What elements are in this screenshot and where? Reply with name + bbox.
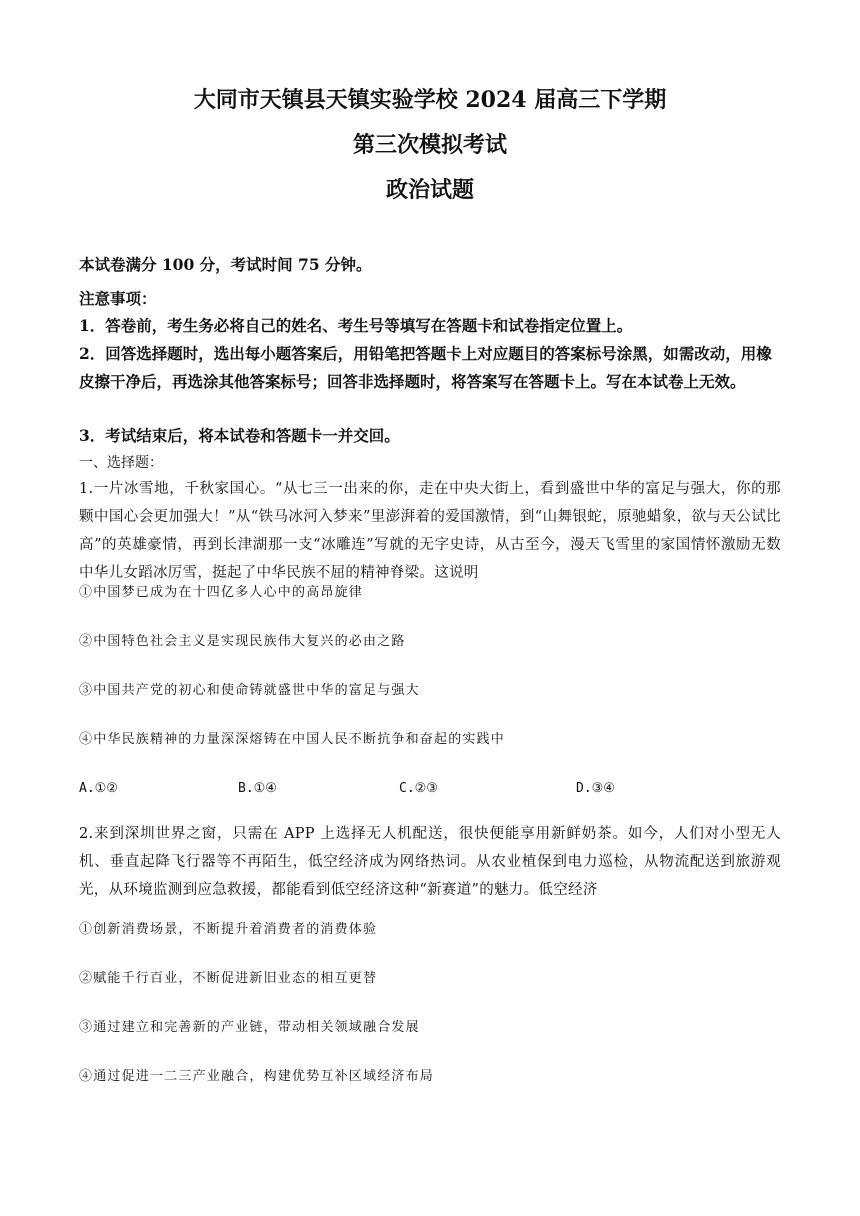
choice-a: A.①② [79,781,118,796]
notice-item-2: 2．回答选择题时，选出每小题答案后，用铅笔把答题卡上对应题目的答案标号涂黑，如需改动，用橡皮擦干净后，再选涂其他答案标号；回答非选择题时，将答案写在答题卡上。写在本试卷上无效。 [79,344,772,391]
notice-item-3: 3．考试结束后，将本试卷和答题卡一并交回。 [79,426,400,445]
exam-title-session: 第三次模拟考试 [352,132,507,158]
question-2-option-3: ③通过建立和完善新的产业链，带动相关领域融合发展 [79,1020,420,1035]
question-1-choices [79,779,781,799]
choice-d: D.③④ [576,781,615,796]
question-1-option-2: ②中国特色社会主义是实现民族伟大复兴的必由之路 [79,634,406,649]
question-1-option-1: ①中国梦已成为在十四亿多人心中的高昂旋律 [79,585,364,600]
notice-item-1: 1．答卷前，考生务必将自己的姓名、考生号等填写在答题卡和试卷指定位置上。 [79,316,633,335]
choice-b: B.①④ [238,781,277,796]
exam-intro: 本试卷满分 100 分，考试时间 75 分钟。 [79,255,372,274]
notice-heading: 注意事项： [79,289,157,308]
section-title: 一、选择题： [79,455,163,471]
question-2-stem: 2.来到深圳世界之窗，只需在 APP 上选择无人机配送，很快便能享用新鲜奶茶。如今，人们对小型无人机、垂直起降飞行器等不再陌生，低空经济成为网络热词。从农业植保到电力巡检，从物流配送到旅游观光，从环境监测到应急救援，都能看到低空经济这种“新赛道”的魅力。低空经济 [79,826,781,898]
exam-title-school: 大同市天镇县天镇实验学校 2024 届高三下学期 [193,87,667,113]
choice-c: C.②③ [399,781,438,796]
question-2-option-1: ①创新消费场景，不断提升着消费者的消费体验 [79,922,378,937]
exam-title-subject: 政治试题 [385,177,474,203]
question-1-option-3: ③中国共产党的初心和使命铸就盛世中华的富足与强大 [79,683,420,698]
question-1-option-4: ④中华民族精神的力量深深熔铸在中国人民不断抗争和奋起的实践中 [79,732,506,747]
question-2-option-2: ②赋能千行百业，不断促进新旧业态的相互更替 [79,971,378,986]
question-2-option-4: ④通过促进一二三产业融合，构建优势互补区域经济布局 [79,1069,435,1084]
question-1-stem: 1.一片冰雪地，千秋家国心。“从七三一出来的你，走在中央大街上，看到盛世中华的富足与强大，你的那颗中国心会更加强大！”从“铁马冰河入梦来”里澎湃着的爱国激情，到“山舞银蛇，原驰蜡象，欲与天公试比高”的英雄豪情，再到长津湖那一支“冰雕连”写就的无字史诗，从古至今，漫天飞雪里的家国情怀激励无数中华儿女蹈冰厉雪，挺起了中华民族不屈的精神脊梁。这说明 [79,481,781,581]
